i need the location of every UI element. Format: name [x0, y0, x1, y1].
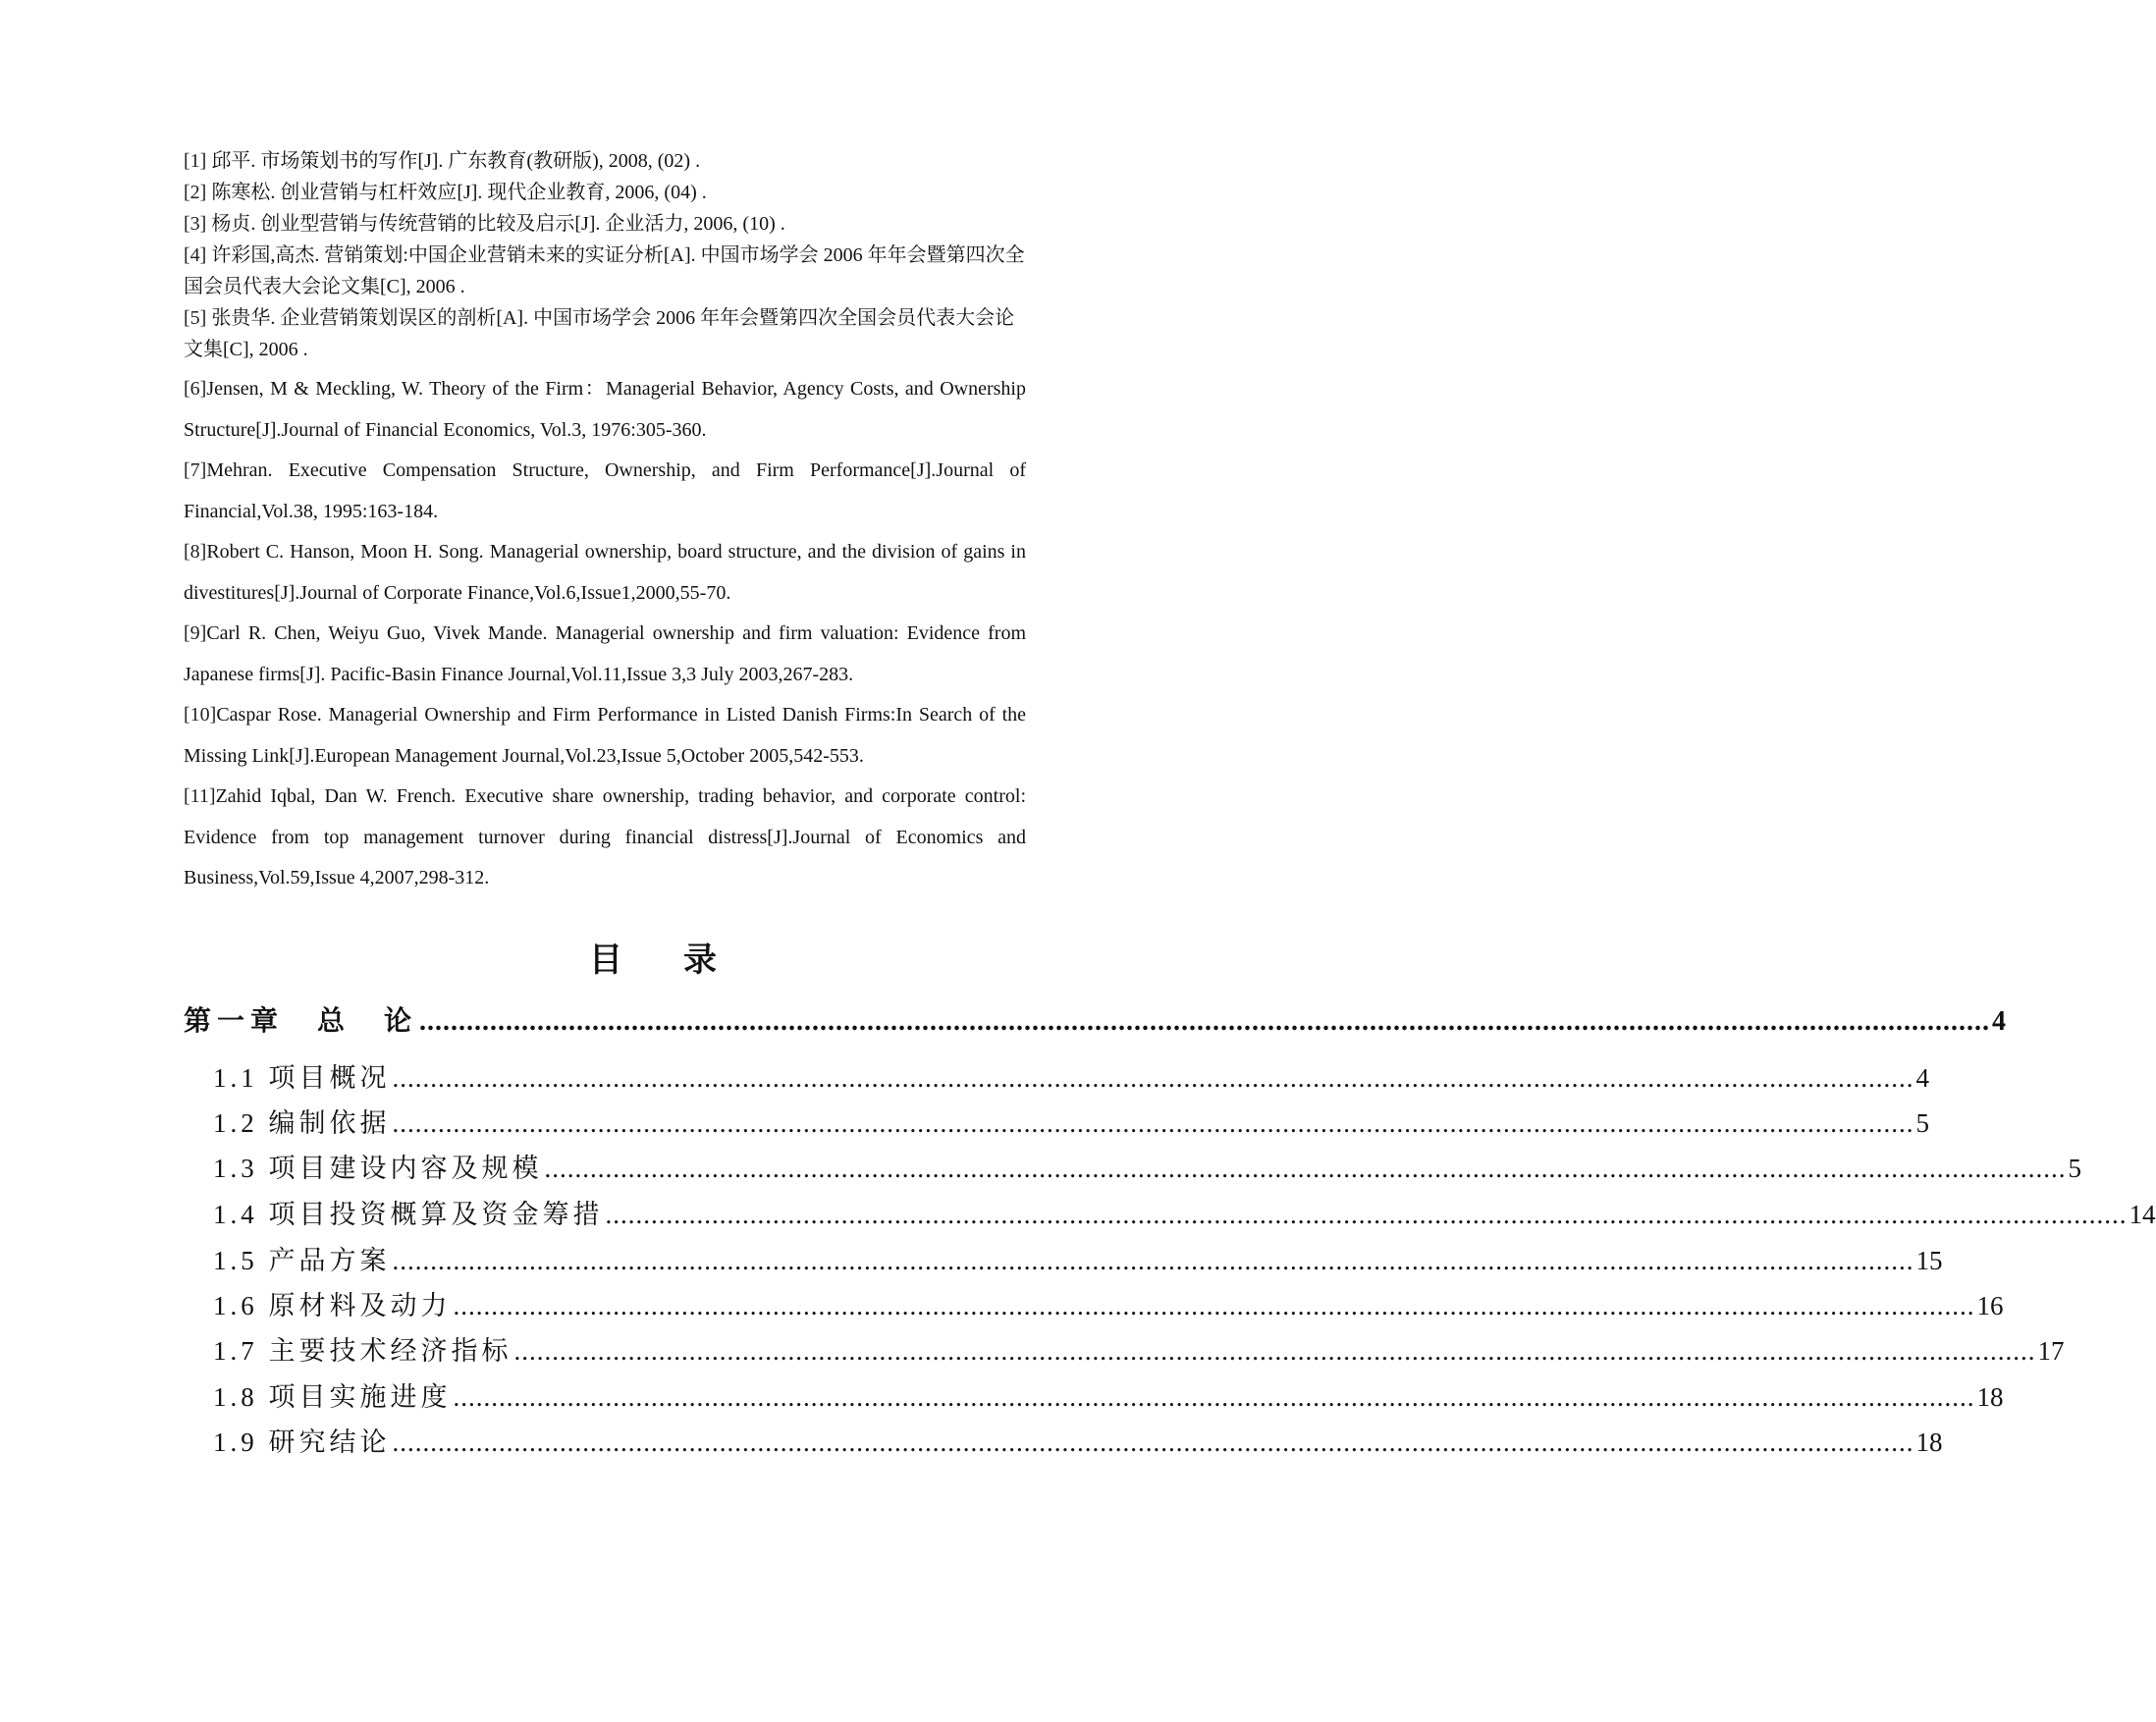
reference-text: 杨贞. 创业型营销与传统营销的比较及启示[J]. 企业活力, 2006, (10) . [206, 213, 785, 235]
toc-leader-dots: ........................................................................................................................................................................................................ [392, 1427, 1914, 1457]
reference-text: Caspar Rose. Managerial Ownership and Firm Performance in Listed Danish Firms:In Search of the Missing Link[J].European Management Journal,Vol.23,Issue 5,October 2005,542-553. [184, 704, 1026, 767]
reference-list [184, 145, 1026, 899]
toc-entry-label: 1.1 项目概况 [213, 1063, 391, 1093]
toc-leader-dots: ........................................................................................................................................................................................................ [392, 1063, 1914, 1093]
reference-number: [4] [184, 244, 207, 266]
toc-leader-dots: ........................................................................................................................................................................................................ [392, 1108, 1914, 1138]
toc-entry-label: 1.8 项目实施进度 [213, 1382, 452, 1412]
toc-leader-dots: ........................................................................................................................................................................................................ [513, 1336, 2036, 1366]
reference-item [184, 695, 1026, 777]
toc-section-entry[interactable] [213, 1329, 2065, 1368]
reference-item [184, 208, 1026, 240]
toc-leader-dots: ........................................................................................................................................................................................................ [453, 1291, 1975, 1320]
toc-page-number: 15 [1915, 1246, 1943, 1275]
toc-leader-dots: ........................................................................................................................................................................................................ [453, 1382, 1975, 1412]
reference-number: [10] [184, 704, 217, 726]
toc-page-number: 18 [1915, 1427, 1943, 1457]
reference-item [184, 451, 1026, 532]
toc-section-entry[interactable] [213, 1147, 2081, 1185]
reference-text: Robert C. Hanson, Moon H. Song. Managerial ownership, board structure, and the division of gains in divestitures[J].Journal of Corporate Finance,Vol.6,Issue1,2000,55-70. [184, 541, 1026, 604]
reference-number: [9] [184, 622, 207, 644]
toc-entry-label: 1.2 编制依据 [213, 1108, 391, 1138]
reference-number: [2] [184, 182, 207, 203]
toc-section-entry[interactable] [213, 1193, 2156, 1231]
toc-chapter-entry[interactable] [184, 999, 2007, 1039]
toc-section-entry[interactable] [213, 1056, 1929, 1095]
reference-text: 邱平. 市场策划书的写作[J]. 广东教育(教研版), 2008, (02) . [206, 150, 701, 172]
reference-item [184, 177, 1026, 208]
reference-item [184, 614, 1026, 695]
toc-leader-dots: ........................................................................................................................................................................................................ [392, 1246, 1914, 1275]
reference-text: Jensen, M & Meckling, W. Theory of the Firm：Managerial Behavior, Agency Costs, and Ownership Structure[J].Journal of Financial Economics, Vol.3, 1976:305-360. [184, 378, 1026, 441]
toc-page-number: 4 [1915, 1063, 1929, 1093]
toc-title [184, 933, 1077, 981]
reference-item [184, 777, 1026, 899]
toc-section-entry[interactable] [213, 1375, 2004, 1414]
reference-number: [8] [184, 541, 207, 563]
reference-item [184, 532, 1026, 614]
reference-text: 许彩国,高杰. 营销策划:中国企业营销未来的实证分析[A]. 中国市场学会 2006 年年会暨第四次全国会员代表大会论文集[C], 2006 . [184, 244, 1025, 297]
toc-section-entry[interactable] [213, 1102, 1929, 1140]
reference-number: [7] [184, 459, 207, 481]
toc-entry-label: 1.3 项目建设内容及规模 [213, 1154, 543, 1183]
toc-page-number: 18 [1976, 1382, 2004, 1412]
reference-number: [11] [184, 785, 216, 807]
reference-item [184, 369, 1026, 451]
toc-section-entry[interactable] [213, 1284, 2004, 1322]
toc-leader-dots: ........................................................................................................................................................................................................ [419, 1006, 1991, 1037]
reference-item [184, 240, 1026, 302]
toc-leader-dots: ........................................................................................................................................................................................................ [605, 1200, 2128, 1229]
toc-entry-label: 1.9 研究结论 [213, 1427, 391, 1457]
toc-entry-label: 1.5 产品方案 [213, 1246, 391, 1275]
toc-entry-label: 1.4 项目投资概算及资金筹措 [213, 1200, 604, 1229]
reference-item [184, 145, 1026, 177]
reference-item [184, 302, 1026, 365]
reference-number: [5] [184, 307, 207, 329]
reference-number: [3] [184, 213, 207, 235]
reference-text: 陈寒松. 创业营销与杠杆效应[J]. 现代企业教育, 2006, (04) . [206, 182, 707, 203]
toc-leader-dots: ........................................................................................................................................................................................................ [544, 1154, 2067, 1183]
toc-title-right: 录 [683, 942, 719, 979]
toc-entry-label: 1.6 原材料及动力 [213, 1291, 452, 1320]
toc-entry-label: 1.7 主要技术经济指标 [213, 1336, 512, 1366]
toc-section-entry[interactable] [213, 1421, 1943, 1459]
toc-title-left: 目 [589, 942, 624, 979]
reference-text: 张贵华. 企业营销策划误区的剖析[A]. 中国市场学会 2006 年年会暨第四次全国会员代表大会论文集[C], 2006 . [184, 307, 1015, 360]
reference-text: Mehran. Executive Compensation Structure, Ownership, and Firm Performance[J].Journal of Financial,Vol.38, 1995:163-184. [184, 459, 1026, 522]
toc-page-number: 14 [2129, 1200, 2156, 1229]
toc-section-entry[interactable] [213, 1239, 1943, 1277]
reference-text: Zahid Iqbal, Dan W. French. Executive share ownership, trading behavior, and corporate control: Evidence from top management turnover during financial distress[J].Journal of Economics and Business,Vol.59,Issue 4,2007,298-312. [184, 785, 1026, 888]
reference-text: Carl R. Chen, Weiyu Guo, Vivek Mande. Managerial ownership and firm valuation: Evidence from Japanese firms[J]. Pacific-Basin Finance Journal,Vol.11,Issue 3,3 July 2003,267-283. [184, 622, 1026, 685]
toc-page-number: 5 [2068, 1154, 2081, 1183]
toc-page-number: 16 [1976, 1291, 2004, 1320]
reference-number: [1] [184, 150, 207, 172]
toc-entry-label: 第一章 总 论 [184, 1006, 418, 1037]
toc-page-number: 4 [1992, 1006, 2007, 1037]
reference-number: [6] [184, 378, 207, 400]
toc-page-number: 17 [2037, 1336, 2065, 1366]
toc-page-number: 5 [1915, 1108, 1929, 1138]
